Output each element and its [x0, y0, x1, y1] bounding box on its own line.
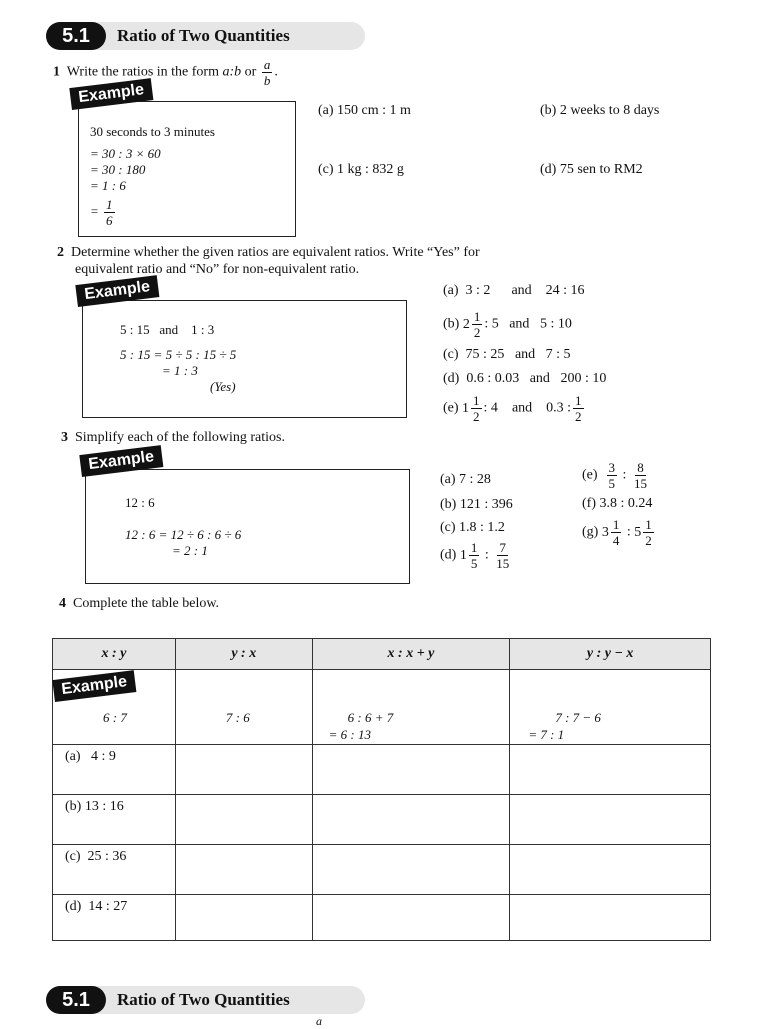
example-yx: 7 : 6	[225, 710, 250, 725]
table-row	[53, 845, 711, 895]
q3-example-tag: Example	[79, 445, 163, 477]
row-d-answer-xxy[interactable]	[312, 895, 510, 941]
q2-example-tag: Example	[75, 275, 159, 307]
row-d-ratio: (d) 14 : 27	[53, 895, 176, 941]
row-a-answer-yyx[interactable]	[510, 745, 711, 795]
example-xy: 6 : 7	[103, 710, 127, 725]
q2-item-e: (e) 1 $\frac{1}{2}$ : 4 and 0.3 : $\frac{1}{2}$	[443, 393, 582, 424]
table-row	[53, 795, 711, 845]
q1-or: or	[244, 64, 257, 80]
row-b-answer-yyx[interactable]	[510, 795, 711, 845]
q3-instruction-text: Simplify each of the following ratios.	[75, 430, 285, 445]
q2-number: 2	[57, 245, 64, 260]
q3-item-d: (d) 1 $\frac{1}{5}$ : $\frac{7}{15}$	[440, 540, 510, 571]
q4-number: 4	[59, 596, 66, 611]
q1-example-tag: Example	[69, 78, 153, 110]
table-row	[53, 895, 711, 941]
example-xxy-2: = 6 : 13	[328, 727, 371, 742]
q2-item-d: (d) 0.6 : 0.03 and 200 : 10	[443, 371, 607, 386]
q2-example-line4: (Yes)	[210, 379, 236, 394]
row-a-answer-xxy[interactable]	[312, 745, 510, 795]
table-header-row	[53, 639, 711, 670]
q3-item-b: (b) 121 : 396	[440, 497, 513, 512]
header-y-x: y : x	[175, 639, 312, 670]
q3-number: 3	[61, 430, 68, 445]
q1-item-c: (c) 1 kg : 832 g	[318, 162, 404, 177]
row-c-ratio: (c) 25 : 36	[53, 845, 176, 895]
q2-example-line1: 5 : 15 and 1 : 3	[120, 322, 215, 337]
header-x-x-plus-y: x : x + y	[312, 639, 510, 670]
row-b-answer-yx[interactable]	[175, 795, 312, 845]
table-row	[53, 745, 711, 795]
q2-example-line2: 5 : 15 = 5 ÷ 5 : 15 ÷ 5	[120, 347, 237, 362]
section-number-badge-bottom: 5.1	[46, 986, 106, 1014]
q1-example-answer: = $\frac{1}{6}$	[90, 197, 113, 228]
example-yyx-2: = 7 : 1	[528, 727, 565, 742]
ratio-table	[52, 638, 711, 941]
example-xxy-1: 6 : 6 + 7	[347, 710, 394, 725]
row-c-answer-xxy[interactable]	[312, 845, 510, 895]
row-d-answer-yyx[interactable]	[510, 895, 711, 941]
q1-form-ab: a:b	[222, 64, 242, 80]
q1-item-d: (d) 75 sen to RM2	[540, 162, 643, 177]
q1-instruction-text: Write the ratios in the form	[66, 64, 219, 80]
row-c-answer-yyx[interactable]	[510, 845, 711, 895]
section-number-badge: 5.1	[46, 22, 106, 50]
row-c-answer-yx[interactable]	[175, 845, 312, 895]
q4-instruction	[59, 596, 219, 612]
example-cell-yx	[175, 670, 312, 745]
q2-instruction	[57, 245, 480, 261]
q3-item-f: (f) 3.8 : 0.24	[582, 496, 653, 511]
q3-item-c: (c) 1.8 : 1.2	[440, 520, 505, 535]
q1-number: 1	[53, 64, 60, 80]
q3-example-line1: 12 : 6	[125, 495, 155, 510]
example-cell-yyx	[510, 670, 711, 745]
row-d-answer-yx[interactable]	[175, 895, 312, 941]
section-title: Ratio of Two Quantities	[117, 26, 290, 45]
cut-off-fraction-fragment: a	[316, 1014, 322, 1028]
header-y-y-minus-x: y : y − x	[510, 639, 711, 670]
row-b-answer-xxy[interactable]	[312, 795, 510, 845]
section-title-bottom: Ratio of Two Quantities	[117, 990, 290, 1009]
q1-instruction: 1 Write the ratios in the form a:b or $\frac{a}{b}$ .	[53, 57, 278, 88]
q1-item-b: (b) 2 weeks to 8 days	[540, 103, 660, 118]
q1-example-line1: = 30 : 3 × 60	[90, 146, 161, 161]
q3-item-a: (a) 7 : 28	[440, 472, 491, 487]
q4-instruction-text: Complete the table below.	[73, 596, 220, 611]
q2-example-line3: = 1 : 3	[162, 363, 198, 378]
q3-item-e: (e) $\frac{3}{5}$ : $\frac{8}{15}$	[582, 460, 647, 491]
q3-example-line2: 12 : 6 = 12 ÷ 6 : 6 ÷ 6	[125, 527, 242, 542]
header-x-y: x : y	[53, 639, 176, 670]
q2-item-c: (c) 75 : 25 and 7 : 5	[443, 347, 571, 362]
table-row-example	[53, 670, 711, 745]
q2-item-b: (b) 2 $\frac{1}{2}$ : 5 and 5 : 10	[443, 309, 572, 340]
q1-example-line0: 30 seconds to 3 minutes	[90, 124, 215, 139]
q3-instruction	[61, 430, 285, 446]
q2-item-a: (a) 3 : 2 and 24 : 16	[443, 283, 585, 298]
row-a-answer-yx[interactable]	[175, 745, 312, 795]
example-yyx-1: 7 : 7 − 6	[555, 710, 601, 725]
q2-line1: Determine whether the given ratios are equivalent ratios. Write “Yes” for	[71, 245, 480, 260]
row-a-ratio: (a) 4 : 9	[53, 745, 176, 795]
q1-item-a: (a) 150 cm : 1 m	[318, 103, 411, 118]
q3-item-g: (g) 3 $\frac{1}{4}$ : 5 $\frac{1}{2}$	[582, 517, 652, 548]
q1-form-fraction: $\frac{a}{b}$	[263, 57, 271, 88]
q1-example-line3: = 1 : 6	[90, 178, 126, 193]
example-cell-xy	[53, 670, 176, 745]
q1-example-line2: = 30 : 180	[90, 162, 146, 177]
q2-line2: equivalent ratio and “No” for non-equivalent ratio.	[75, 262, 360, 277]
row-b-ratio: (b) 13 : 16	[53, 795, 176, 845]
q4-example-tag: Example	[52, 670, 136, 702]
q3-example-line3: = 2 : 1	[172, 543, 208, 558]
example-cell-xxy	[312, 670, 510, 745]
